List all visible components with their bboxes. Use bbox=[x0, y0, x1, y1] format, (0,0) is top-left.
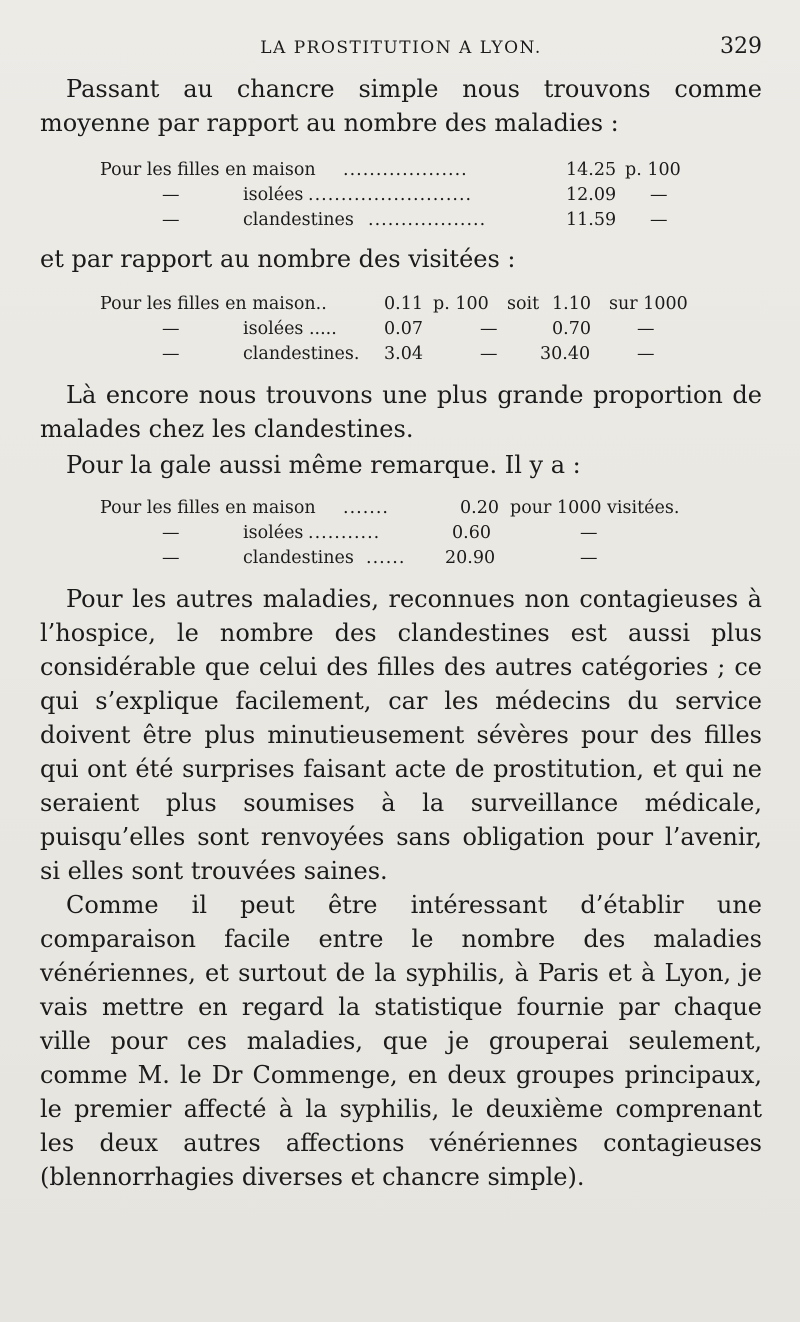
paragraph-autres-maladies: Pour les autres maladies, reconnues non contagieuses à l’hospice, le nombre des clandestines est aussi plus considérable que celui des filles des autres catégories ; ce qui s’explique facilement, car les médecins du service doivent être plus minutieusement sévères pour des filles qui ont été surprises faisant acte de prostitution, et qui ne seraient plus soumises à la surveillance médicale, puisqu’elles sont renvoyées sans obligation pour l’avenir, si elles sont trouvées saines. bbox=[40, 585, 762, 885]
paragraph-clandestines-proportion: Là encore nous trouvons une plus grande proportion de malades chez les clandestines. bbox=[40, 381, 762, 443]
table-row: — clandestines. 3.04 — 30.40 — bbox=[162, 344, 655, 364]
table-row: — isolées ..... 0.07 — 0.70 — bbox=[162, 319, 655, 339]
table-gale bbox=[100, 496, 720, 571]
table-row: — isolées ......................... 12.09 — bbox=[162, 185, 668, 205]
paragraph-chancre-intro: Passant au chancre simple nous trouvons comme moyenne par rapport au nombre des maladies : bbox=[40, 75, 762, 137]
running-header bbox=[40, 34, 762, 64]
table-row: Pour les filles en maison ................... 14.25 p. 100 bbox=[100, 160, 681, 180]
table-row: — clandestines ...... 20.90 — bbox=[162, 548, 598, 568]
running-title: LA PROSTITUTION A LYON. bbox=[260, 38, 542, 58]
page-number: 329 bbox=[720, 34, 762, 59]
table-row: Pour les filles en maison.. 0.11 p. 100 soit 1.10 sur 1000 bbox=[100, 294, 688, 314]
table-row: — clandestines .................. 11.59 — bbox=[162, 210, 668, 230]
table-row: Pour les filles en maison ....... 0.20 pour 1000 visitées. bbox=[100, 498, 680, 518]
paragraph-comparaison-paris-lyon: Comme il peut être intéressant d’établir une comparaison facile entre le nombre des maladies vénériennes, et surtout de la syphilis, à Paris et à Lyon, je vais mettre en regard la statistique fournie par chaque ville pour ces maladies, que je grouperai seulement, comme M. le Dr Commenge, en deux groupes principaux, le premier affecté à la syphilis, le deuxième comprenant les deux autres affections vénériennes contagieuses (blennorrhagies diverses et chancre simple). bbox=[40, 891, 762, 1191]
table-row: — isolées ........... 0.60 — bbox=[162, 523, 598, 543]
table-chancre-visitees bbox=[100, 292, 720, 367]
paragraph-visitees-intro: et par rapport au nombre des visitées : bbox=[40, 245, 516, 273]
paragraph-gale: Pour la gale aussi même remarque. Il y a : bbox=[66, 451, 581, 479]
table-chancre-maladies bbox=[100, 158, 700, 233]
